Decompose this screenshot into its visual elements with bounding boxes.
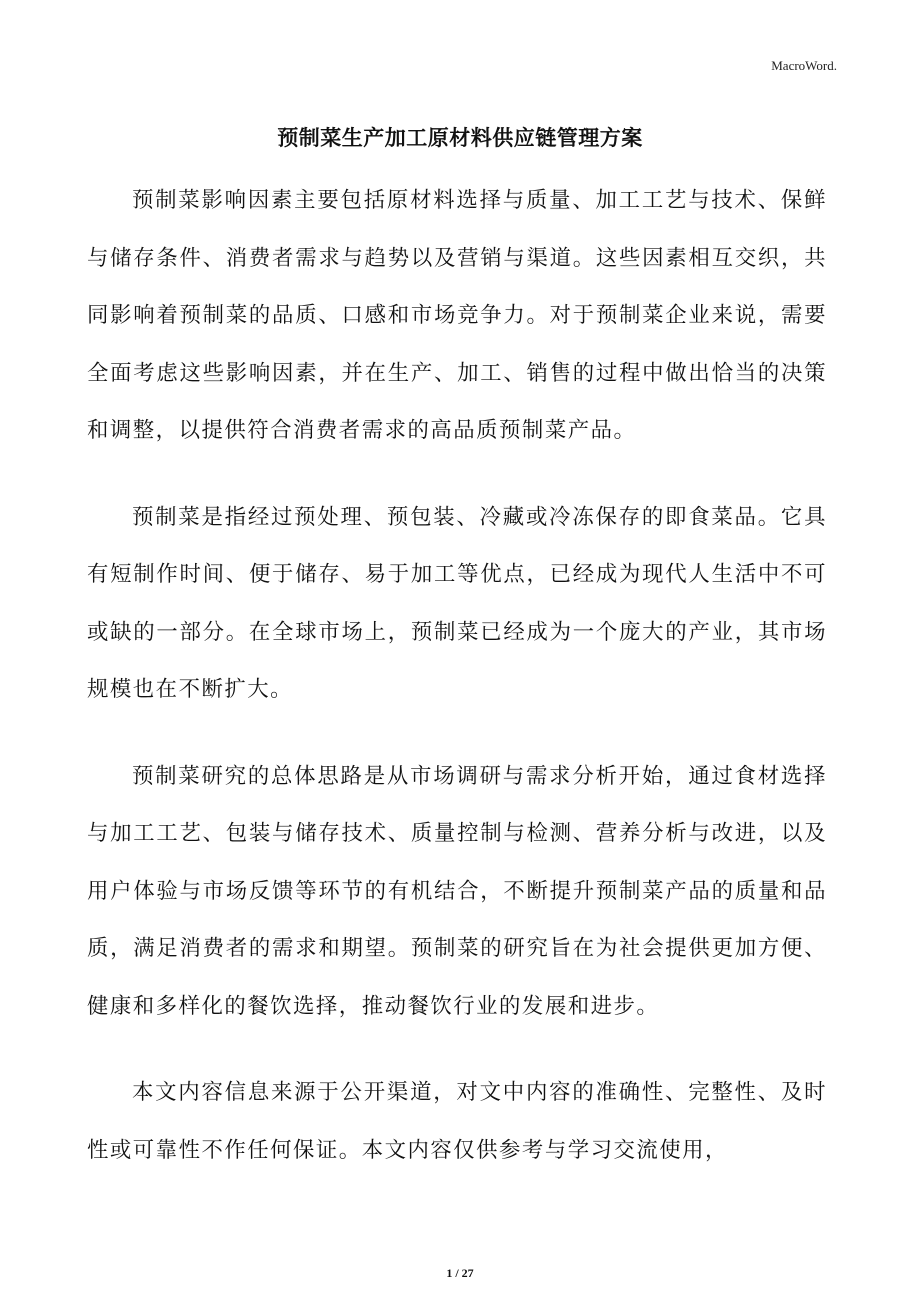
paragraph: 预制菜是指经过预处理、预包装、冷藏或冷冻保存的即食菜品。它具有短制作时间、便于储存、易于加工等优点，已经成为现代人生活中不可或缺的一部分。在全球市场上，预制菜已经成为一个庞大的产业，其市场规模也在不断扩大。 bbox=[87, 504, 827, 702]
page-number: 1 / 27 bbox=[446, 1266, 474, 1280]
header-brand: MacroWord. bbox=[771, 58, 837, 73]
paragraph: 预制菜研究的总体思路是从市场调研与需求分析开始，通过食材选择与加工工艺、包装与储存技术、质量控制与检测、营养分析与改进，以及用户体验与市场反馈等环节的有机结合，不断提升预制菜产品的质量和品质，满足消费者的需求和期望。预制菜的研究旨在为社会提供更加方便、健康和多样化的餐饮选择，推动餐饮行业的发展和进步。 bbox=[87, 763, 827, 1019]
document-body bbox=[87, 172, 827, 1208]
paragraph: 预制菜影响因素主要包括原材料选择与质量、加工工艺与技术、保鲜与储存条件、消费者需求与趋势以及营销与渠道。这些因素相互交织，共同影响着预制菜的品质、口感和市场竞争力。对于预制菜企业来说，需要全面考虑这些影响因素，并在生产、加工、销售的过程中做出恰当的决策和调整，以提供符合消费者需求的高品质预制菜产品。 bbox=[87, 188, 827, 443]
paragraph: 本文内容信息来源于公开渠道，对文中内容的准确性、完整性、及时性或可靠性不作任何保证。本文内容仅供参考与学习交流使用， bbox=[87, 1080, 827, 1163]
document-title: 预制菜生产加工原材料供应链管理方案 bbox=[277, 126, 643, 150]
